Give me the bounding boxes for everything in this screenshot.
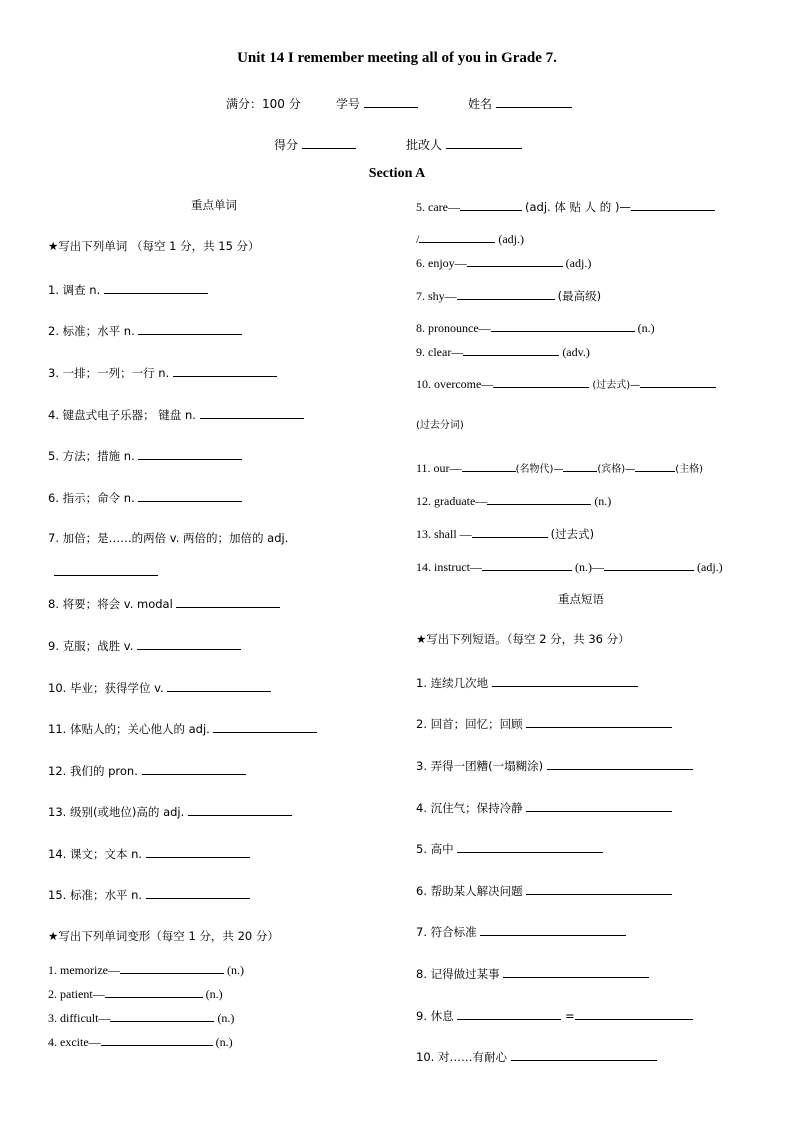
answer-blank[interactable] <box>480 924 626 936</box>
word-item: 8. 将要；将会 v. modal <box>48 596 280 611</box>
answer-blank[interactable] <box>526 716 672 728</box>
answer-blank[interactable] <box>563 460 597 472</box>
answer-blank[interactable] <box>104 282 208 294</box>
answer-blank[interactable] <box>457 1008 561 1020</box>
word-item: 7. 加倍；是……的两倍 v. 两倍的；加倍的 adj. <box>48 531 289 545</box>
left-heading: 重点单词 <box>191 198 237 212</box>
answer-blank[interactable] <box>101 1034 213 1046</box>
form-item: 4. excite— (n.) <box>48 1035 233 1049</box>
got-score-label: 得分 <box>274 136 356 153</box>
answer-blank[interactable] <box>188 804 292 816</box>
answer-blank[interactable] <box>526 883 672 895</box>
student-id-label: 学号 <box>336 95 418 112</box>
answer-blank[interactable] <box>493 376 589 388</box>
phrase-item: 6. 帮助某人解决问题 <box>416 883 672 898</box>
name-label: 姓名 <box>468 95 572 112</box>
phrase-item: 2. 回首；回忆；回顾 <box>416 716 672 731</box>
answer-blank[interactable] <box>547 758 693 770</box>
form-note: (过去分词) <box>416 420 464 431</box>
answer-blank[interactable] <box>54 564 158 576</box>
answer-blank[interactable] <box>482 559 572 571</box>
answer-blank[interactable] <box>492 675 638 687</box>
answer-blank[interactable] <box>138 490 242 502</box>
answer-blank[interactable] <box>146 887 250 899</box>
word-item: 12. 我们的 pron. <box>48 763 246 778</box>
answer-blank[interactable] <box>511 1049 657 1061</box>
form-item: 6. enjoy— (adj.) <box>416 256 592 270</box>
form-item: 9. clear— (adv.) <box>416 345 590 359</box>
student-id-blank[interactable] <box>364 96 418 108</box>
grader-blank[interactable] <box>446 137 522 149</box>
answer-blank[interactable] <box>105 986 203 998</box>
answer-blank[interactable] <box>487 493 591 505</box>
answer-blank[interactable] <box>142 763 246 775</box>
instruction-phrases: ★写出下列短语。（每空 2 分，共 36 分） <box>416 632 630 646</box>
answer-blank[interactable] <box>167 680 271 692</box>
word-item: 5. 方法；措施 n. <box>48 448 242 463</box>
score-label: 满分：100 分 <box>226 97 301 111</box>
word-item: 3. 一排；一列；一行 n. <box>48 365 277 380</box>
word-item: 2. 标准；水平 n. <box>48 323 242 338</box>
answer-blank[interactable] <box>460 199 522 211</box>
answer-blank[interactable] <box>604 559 694 571</box>
grader-label: 批改人 <box>406 136 522 153</box>
form-item: 5. care— (adj. 体 贴 人 的 )— <box>416 199 715 214</box>
phrase-item: 3. 弄得一团糟(一塌糊涂) <box>416 758 693 773</box>
phrase-item: 5. 高中 <box>416 841 603 856</box>
answer-blank[interactable] <box>526 800 672 812</box>
page-title: Unit 14 I remember meeting all of you in Grade 7. <box>237 50 557 66</box>
answer-blank[interactable] <box>472 526 548 538</box>
answer-blank[interactable] <box>110 1010 214 1022</box>
instruction-words: ★写出下列单词 （每空 1 分，共 15 分） <box>48 239 260 253</box>
form-item: 2. patient— (n.) <box>48 987 223 1001</box>
form-item: 12. graduate— (n.) <box>416 494 612 508</box>
word-item: 1. 调查 n. <box>48 282 208 297</box>
word-item: 14. 课文；文本 n. <box>48 846 250 861</box>
word-item: 15. 标准；水平 n. <box>48 887 250 902</box>
word-item: 11. 体贴人的；关心他人的 adj. <box>48 721 317 736</box>
phrase-item: 9. 休息 = <box>416 1008 693 1023</box>
right-heading: 重点短语 <box>558 592 604 606</box>
form-item: 11. our— (名物代)— (宾格)— (主格) <box>416 461 703 475</box>
answer-blank[interactable] <box>137 638 241 650</box>
answer-blank[interactable] <box>491 320 635 332</box>
answer-blank[interactable] <box>503 966 649 978</box>
answer-blank[interactable] <box>467 255 563 267</box>
word-item: 4. 键盘式电子乐器； 键盘 n. <box>48 407 304 422</box>
phrase-item: 10. 对……有耐心 <box>416 1049 657 1064</box>
phrase-item: 1. 连续几次地 <box>416 675 638 690</box>
answer-blank[interactable] <box>146 846 250 858</box>
word-item: 9. 克服；战胜 v. <box>48 638 241 653</box>
phrase-item: 8. 记得做过某事 <box>416 966 649 981</box>
form-item: 1. memorize— (n.) <box>48 963 244 977</box>
form-item: 10. overcome— (过去式)— <box>416 376 716 393</box>
answer-blank[interactable] <box>457 841 603 853</box>
phrase-item: 4. 沉住气；保持冷静 <box>416 800 672 815</box>
name-blank[interactable] <box>496 96 572 108</box>
answer-blank[interactable] <box>138 323 242 335</box>
word-item: 10. 毕业；获得学位 v. <box>48 680 271 695</box>
answer-blank[interactable] <box>213 721 317 733</box>
form-item: 13. shall — (过去式) <box>416 527 595 541</box>
answer-blank[interactable] <box>457 288 555 300</box>
got-score-blank[interactable] <box>302 137 356 149</box>
phrase-item: 7. 符合标准 <box>416 924 626 939</box>
form-item: 7. shy— (最高级) <box>416 289 602 303</box>
answer-blank[interactable] <box>200 407 304 419</box>
word-item: 13. 级别(或地位)高的 adj. <box>48 804 292 819</box>
answer-blank[interactable] <box>640 376 716 388</box>
answer-blank-line <box>54 564 158 579</box>
answer-blank[interactable] <box>635 460 675 472</box>
answer-blank[interactable] <box>462 460 516 472</box>
answer-blank[interactable] <box>463 344 559 356</box>
answer-blank[interactable] <box>419 231 495 243</box>
word-item: 6. 指示；命令 n. <box>48 490 242 505</box>
answer-blank[interactable] <box>173 365 277 377</box>
section-title: Section A <box>368 166 426 181</box>
form-item: 14. instruct— (n.)— (adj.) <box>416 560 723 574</box>
form-item: / (adj.) <box>416 232 524 246</box>
instruction-forms: ★写出下列单词变形（每空 1 分，共 20 分） <box>48 929 279 943</box>
form-item: 8. pronounce— (n.) <box>416 321 655 335</box>
answer-blank[interactable] <box>575 1008 693 1020</box>
answer-blank[interactable] <box>176 596 280 608</box>
form-item: 3. difficult— (n.) <box>48 1011 235 1025</box>
answer-blank[interactable] <box>631 199 715 211</box>
answer-blank[interactable] <box>120 962 224 974</box>
answer-blank[interactable] <box>138 448 242 460</box>
